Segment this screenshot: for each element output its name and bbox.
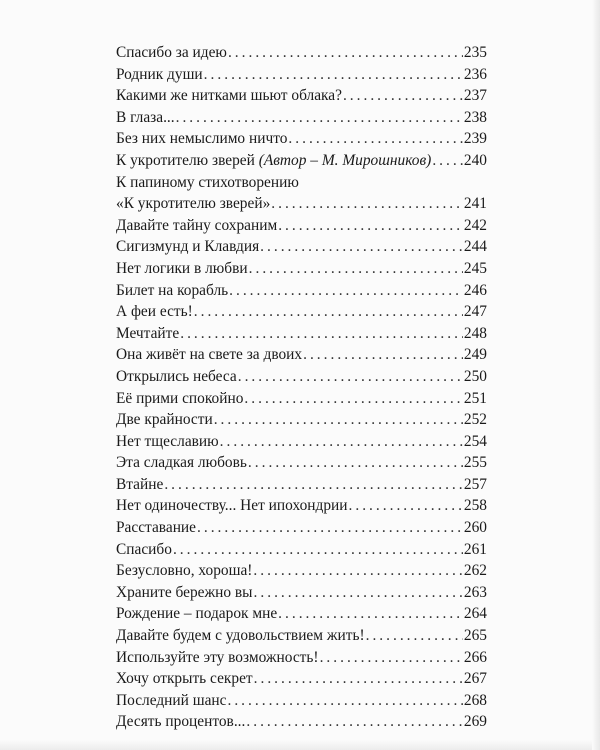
toc-leader-dots: [343, 85, 463, 107]
toc-entry-page: 268: [463, 691, 487, 709]
toc-entry: [116, 280, 487, 302]
toc-entry-page: 244: [463, 238, 487, 256]
toc-entry: [116, 668, 487, 690]
toc-entry-title: Спасибо за идею: [116, 44, 227, 61]
toc-entry-title: К укротителю зверей: [116, 151, 259, 169]
toc-entry-page: 264: [463, 605, 487, 623]
toc-entry-page: 260: [463, 519, 487, 537]
toc-entry-page: 269: [463, 713, 487, 731]
toc-entry: [116, 150, 487, 172]
toc-entry-title: Втайне: [116, 475, 164, 493]
toc-entry-page: 237: [463, 87, 487, 105]
toc-entry: [116, 474, 487, 496]
toc-entry-page: 240: [463, 151, 487, 169]
toc-entry-title: Десять процентов...: [116, 713, 246, 731]
toc-entry-title: Она живёт на свете за двоих: [116, 346, 303, 364]
toc-entry-page: 263: [463, 583, 487, 601]
toc-entry-page: 254: [463, 432, 487, 450]
toc-entry-title: Родник души: [116, 65, 203, 83]
toc-leader-dots: [303, 344, 463, 366]
toc-leader-dots: [349, 495, 463, 517]
toc-leader-dots: [214, 409, 463, 431]
toc-leader-dots: [254, 582, 463, 604]
toc-leader-dots: [246, 711, 463, 733]
toc-entry: [116, 215, 487, 237]
toc-leader-dots: [254, 668, 463, 690]
toc-leader-dots: [180, 323, 463, 345]
toc-entry-title: Сигизмунд и Клавдия: [116, 238, 260, 256]
toc-entry-title-line2: «К укротителю зверей»: [116, 195, 271, 213]
toc-entry: [116, 128, 487, 150]
toc-entry: [116, 301, 487, 323]
toc-entry: [116, 344, 487, 366]
toc-leader-dots: [278, 215, 463, 237]
toc-entry-title: Последний шанс: [116, 691, 227, 709]
toc-entry: [116, 603, 487, 625]
toc-entry: [116, 388, 487, 410]
toc-leader-dots: [228, 42, 463, 64]
toc-leader-dots: [271, 193, 463, 215]
toc-entry-title: К папиному стихотворению: [116, 173, 299, 191]
toc-entry-title: Расставание: [116, 519, 196, 537]
toc-entry-title: Безусловно, хороша!: [116, 562, 253, 580]
toc-entry-page: 258: [463, 497, 487, 515]
toc-entry: [116, 582, 487, 604]
toc-entry: [116, 431, 487, 453]
toc-entry-title: Эта сладкая любовь: [116, 454, 247, 472]
toc-entry: [116, 495, 487, 517]
toc-entry-title: Нет тщеславию: [116, 432, 219, 450]
toc-entry: [116, 236, 487, 258]
toc-entry: [116, 258, 487, 280]
toc-entry-title: Используйте эту возможность!: [116, 648, 319, 666]
toc-entry-page: 252: [463, 411, 487, 429]
toc-leader-dots: [278, 603, 463, 625]
toc-leader-dots: [248, 452, 463, 474]
toc-leader-dots: [249, 258, 463, 280]
toc-entry-title: В глаза...: [116, 108, 175, 126]
toc-entry-title: Билет на корабль: [116, 281, 229, 299]
toc-entry-title: Спасибо: [116, 540, 172, 558]
toc-entry-page: 249: [463, 346, 487, 364]
toc-entry: [116, 711, 487, 733]
toc-entry-page: 250: [463, 367, 487, 385]
toc-leader-dots: [432, 150, 463, 172]
toc-entry-page: 236: [463, 65, 487, 83]
toc-entry: [116, 85, 487, 107]
toc-entry-title: Её прими спокойно: [116, 389, 244, 407]
toc-leader-dots: [260, 236, 463, 258]
toc-leader-dots: [238, 366, 463, 388]
toc-entry: [116, 647, 487, 669]
toc-entry-title: Рождение – подарок мне: [116, 605, 278, 623]
toc-entry-page: 246: [463, 281, 487, 299]
toc-leader-dots: [173, 539, 463, 561]
toc-leader-dots: [288, 128, 462, 150]
toc-leader-dots: [176, 107, 463, 129]
toc-entry-page: 238: [463, 108, 487, 126]
toc-entry: [116, 107, 487, 129]
toc-entry-page: 261: [463, 540, 487, 558]
toc-leader-dots: [229, 280, 463, 302]
toc-leader-dots: [366, 625, 463, 647]
toc-entry-page: 262: [463, 562, 487, 580]
toc-entry-title: Храните бережно вы: [116, 583, 253, 601]
toc-entry-page: 242: [463, 216, 487, 234]
toc-entry-title: Давайте тайну сохраним: [116, 216, 278, 234]
toc-entry: [116, 409, 487, 431]
toc-entry-page: 266: [463, 648, 487, 666]
toc-entry-page: 245: [463, 259, 487, 277]
toc-leader-dots: [194, 301, 463, 323]
toc-entry-title: Две крайности: [116, 411, 213, 429]
toc-entry-page: 239: [463, 130, 487, 148]
toc-entry-page: 265: [463, 627, 487, 645]
toc-entry: [116, 625, 487, 647]
toc-entry-title: Нет одиночеству... Нет ипохондрии: [116, 497, 348, 515]
toc-entry-title: Какими же нитками шьют облака?: [116, 87, 342, 105]
toc-entry-page: 257: [463, 475, 487, 493]
toc-leader-dots: [227, 690, 462, 712]
toc-leader-dots: [164, 474, 463, 496]
toc-entry-title: Хочу открыть секрет: [116, 670, 253, 688]
toc-entry-title: Мечтайте: [116, 324, 180, 342]
toc-entry: [116, 560, 487, 582]
toc-entry-page: 247: [463, 303, 487, 321]
toc-leader-dots: [204, 64, 463, 86]
toc-leader-dots: [244, 388, 463, 410]
toc-entry: [116, 452, 487, 474]
toc-entry: [116, 42, 487, 64]
table-of-contents: [116, 42, 487, 733]
toc-entry: [116, 366, 487, 388]
toc-entry: [116, 539, 487, 561]
toc-entry: [116, 690, 487, 712]
toc-entry: [116, 323, 487, 345]
toc-entry: [116, 64, 487, 86]
toc-entry-page: 267: [463, 670, 487, 688]
toc-entry-page: 241: [463, 195, 487, 213]
toc-entry-page: 248: [463, 324, 487, 342]
toc-entry-author: (Автор – М. Мирошников): [258, 151, 432, 169]
toc-entry-title: Нет логики в любви: [116, 259, 248, 277]
toc-entry-title: Давайте будем с удовольствием жить!: [116, 627, 365, 645]
toc-leader-dots: [220, 431, 463, 453]
toc-entry-title: Открылись небеса: [116, 367, 237, 385]
toc-leader-dots: [253, 560, 462, 582]
toc-entry: [116, 517, 487, 539]
toc-leader-dots: [320, 647, 463, 669]
toc-leader-dots: [197, 517, 463, 539]
toc-entry-page: 255: [463, 454, 487, 472]
toc-entry-multiline: [116, 172, 487, 215]
toc-entry-title: А феи есть!: [116, 303, 193, 321]
toc-entry-title: Без них немыслимо ничто: [116, 130, 288, 148]
toc-entry-page: 251: [463, 389, 487, 407]
toc-entry-page: 235: [463, 44, 487, 61]
